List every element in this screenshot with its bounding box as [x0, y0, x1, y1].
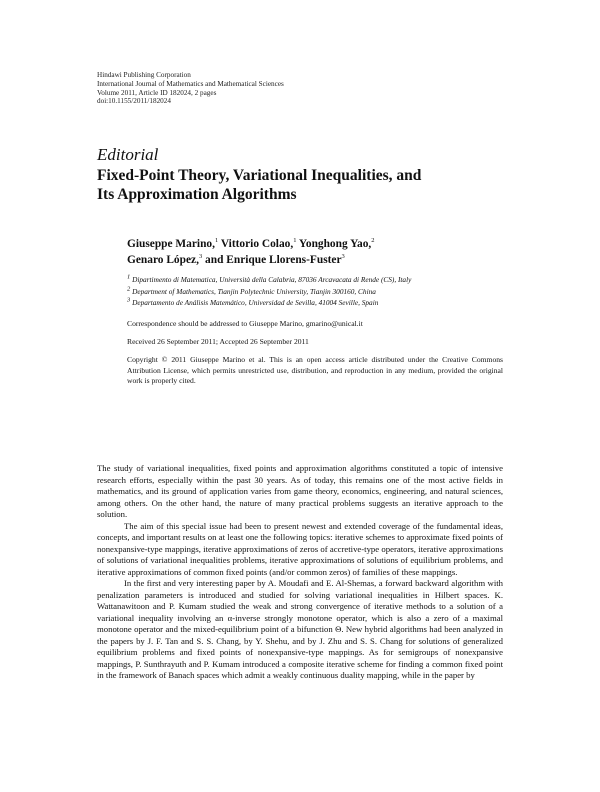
- author: Vittorio Colao,$^1$: [220, 237, 297, 250]
- author: Yonghong Yao,$^2$: [298, 237, 375, 250]
- title-line-1: Fixed-Point Theory, Variational Inequalities, and: [97, 167, 422, 184]
- copyright-notice: Copyright © 2011 Giuseppe Marino et al. This is an open access article distributed under the Creative Commons Attribution License, which permits unrestricted use, distribution, and reproduction in any medium, provided the original work is properly cited.: [127, 355, 503, 385]
- affiliation-list: [127, 274, 411, 309]
- article-type: Editorial: [97, 145, 159, 164]
- author: Giuseppe Marino,$^1$: [127, 237, 219, 250]
- body-paragraph: In the first and very interesting paper by A. Moudafi and E. Al-Shemas, a forward backward algorithm with penalization parameters is introduced and studied for solving variational inequalities in Hilbert spaces. K. Wattanawitoon and P. Kumam studied the weak and strong convergence of iterative methods to a solution of a variational inequality involving an α-inverse strongly monotone operator, which is also a zero of a maximal monotone operator and the mixed-equilibrium point of a bifunction Θ. New hybrid algorithms had been analyzed in the papers by J. F. Tan and S. S. Chang, by Y. Shehu, and by J. Zhu and S. S. Chang for solutions of generalized equilibrium problems and fixed points of nonexpansive-type mappings. As for semigroups of nonexpansive mappings, P. Sunthrayuth and P. Kumam introduced a composite iterative scheme for finding a common fixed point in the framework of Banach spaces which admit a weakly continuous duality mapping, while in the paper by: [97, 578, 503, 680]
- journal-header: [97, 71, 284, 106]
- journal-line: International Journal of Mathematics and Mathematical Sciences: [97, 79, 284, 88]
- author: Genaro López,$^3$: [127, 252, 203, 266]
- affiliation: $^3$ Departamento de Análisis Matemático, Universidad de Sevilla, 41004 Seville, Spain: [127, 296, 379, 307]
- title-line-2: Its Approximation Algorithms: [97, 186, 297, 203]
- article-title: [97, 166, 517, 204]
- body-paragraph: The aim of this special issue had been to present newest and extended coverage of the fundamental ideas, concepts, and important results on at least one the following topics: iterative schemes to approximate fixed points of nonexpansive-type mappings, iterative approximations of zeros of accretive-type operators, iterative approximations of solutions of variational inequalities problems, iterative approximations of solutions of equilibrium problems, and iterative approximations of common fixed points (and/or common zeros) of families of these mappings.: [97, 520, 503, 577]
- affiliation: $^2$ Department of Mathematics, Tianjin Polytechnic University, Tianjin 300160, China: [127, 285, 376, 296]
- volume-line: Volume 2011, Article ID 182024, 2 pages: [97, 88, 217, 97]
- publisher-line: Hindawi Publishing Corporation: [97, 71, 191, 79]
- article-body: [97, 463, 503, 682]
- affiliation: $^1$ Dipartimento di Matematica, Università della Calabria, 87036 Arcavacata di Rende (CS), Italy: [127, 273, 412, 284]
- doi-line[interactable]: doi:10.1155/2011/182024: [97, 97, 171, 106]
- correspondence-note: Correspondence should be addressed to Giuseppe Marino, gmarino@unical.it: [127, 319, 363, 328]
- author: and Enrique Llorens-Fuster$^3$: [205, 252, 345, 266]
- author-list: [127, 237, 507, 268]
- received-accepted-dates: Received 26 September 2011; Accepted 26 September 2011: [127, 337, 309, 346]
- body-paragraph: The study of variational inequalities, fixed points and approximation algorithms constituted a topic of intensive research efforts, especially within the past 30 years. As of today, this remains one of the most active fields in mathematics, and its ground of application varies from game theory, economics, engineering, and natural sciences, among others. On the other hand, the nature of many practical problems suggests an iterative approach to the solution.: [97, 463, 503, 519]
